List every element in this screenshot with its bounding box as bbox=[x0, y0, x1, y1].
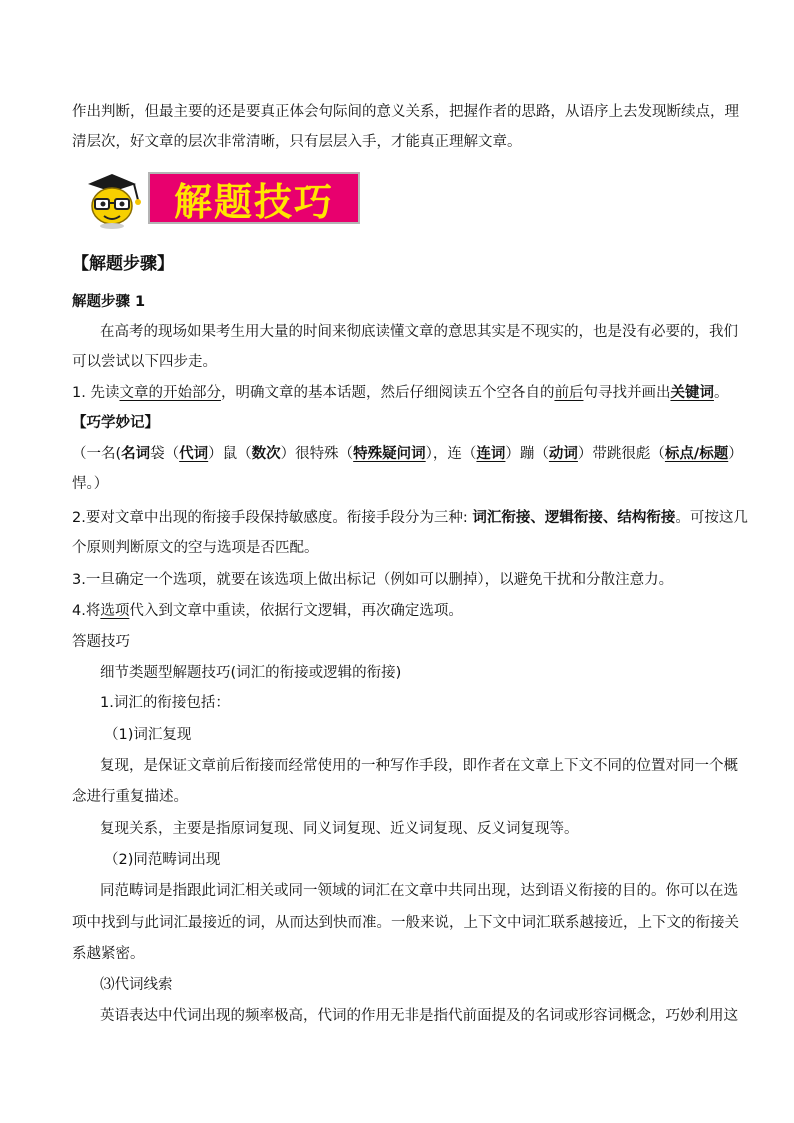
item1-text-a: 1. 先读 bbox=[72, 385, 120, 401]
item2-text-c: 。可按这几 bbox=[675, 510, 748, 526]
mnemonic-key-question-word: 特殊疑问词 bbox=[353, 446, 426, 462]
mnemonic-text: 袋（ bbox=[150, 446, 180, 462]
step1-item-2 bbox=[72, 508, 748, 528]
item1-underline-before-after: 前后 bbox=[554, 385, 584, 401]
mnemonic-line-2: 悍。） bbox=[72, 476, 109, 492]
mnemonic-text: ）很特殊（ bbox=[280, 446, 354, 462]
intro-line-2: 清层次，好文章的层次非常清晰，只有层层入手，才能真正理解文章。 bbox=[72, 134, 522, 150]
mnemonic-text: ） bbox=[728, 446, 743, 462]
item1-keyword: 关键词 bbox=[670, 385, 714, 401]
item1-text-g: 。 bbox=[713, 385, 729, 401]
mnemonic-key-conjunction: 连词 bbox=[476, 446, 506, 462]
section-2-line-2: 项中找到与此词汇最接近的词，从而达到快而准。一般来说，上下文中词汇联系越接近，上下文的衔接关 bbox=[72, 915, 739, 931]
section-1-line-1: 复现，是保证文章前后衔接而经常使用的一种写作手段，即作者在文章上下文不同的位置对同一个概 bbox=[100, 758, 738, 774]
mnemonic-line-1 bbox=[72, 444, 743, 464]
section-1-title: （1)词汇复现 bbox=[104, 727, 192, 743]
step1-item-4 bbox=[72, 601, 732, 621]
mnemonic-key-punctuation: 标点/标题 bbox=[664, 446, 729, 462]
item1-text-c: ，明确文章的基本话题，然后仔细阅读五个空各自的 bbox=[220, 385, 555, 401]
item4-text-a: 4.将 bbox=[72, 603, 101, 619]
mnemonic-text: （一名( bbox=[72, 446, 122, 462]
banner-box bbox=[148, 172, 360, 224]
banner-title: 解题技巧 bbox=[173, 178, 334, 224]
section-1-paragraph-2: 复现关系，主要是指原词复现、同义词复现、近义词复现、反义词复现等。 bbox=[100, 821, 579, 837]
step1-item-2-line-2: 个原则判断原文的空与选项是否匹配。 bbox=[72, 540, 319, 556]
mnemonic-key-pronoun: 代词 bbox=[179, 446, 209, 462]
mnemonic-text: ）带跳很彪（ bbox=[577, 446, 665, 462]
step1-item-3: 3.一旦确定一个选项，就要在该选项上做出标记（例如可以删掉），以避免干扰和分散注意力。 bbox=[72, 572, 674, 588]
item4-text-c: 代入到文章中重读，依据行文逻辑，再次确定选项。 bbox=[129, 603, 463, 619]
item1-underline-opening: 文章的开始部分 bbox=[119, 385, 221, 401]
step1-paragraph-line-2: 可以尝试以下四步走。 bbox=[72, 354, 217, 370]
section-2-line-1: 同范畴词是指跟此词汇相关或同一领域的词汇在文章中共同出现，达到语义衔接的目的。你可以在选 bbox=[100, 883, 738, 899]
tips-subheading: 细节类题型解题技巧(词汇的衔接或逻辑的衔接) bbox=[100, 665, 402, 681]
tips-banner bbox=[82, 166, 364, 230]
tips-heading: 答题技巧 bbox=[72, 634, 130, 650]
section-3-line-1: 英语表达中代词出现的频率极高，代词的作用无非是指代前面提及的名词或形容词概念，巧妙利用这 bbox=[100, 1008, 738, 1024]
item4-underline-option: 选项 bbox=[100, 603, 130, 619]
steps-heading: 【解题步骤】 bbox=[72, 254, 174, 274]
mnemonic-key-noun: 名词 bbox=[121, 446, 151, 462]
step1-item-1 bbox=[72, 383, 732, 403]
item2-cohesion-types: 词汇衔接、逻辑衔接、结构衔接 bbox=[472, 510, 676, 526]
mnemonic-key-verb: 动词 bbox=[548, 446, 578, 462]
mnemonic-text: ）蹦（ bbox=[505, 446, 549, 462]
section-1-line-2: 念进行重复描述。 bbox=[72, 789, 188, 805]
section-3-title: ⑶代词线索 bbox=[100, 977, 173, 993]
mnemonic-heading: 【巧学妙记】 bbox=[72, 415, 159, 431]
mnemonic-key-numeral: 数次 bbox=[251, 446, 281, 462]
mnemonic-text: ），连（ bbox=[425, 446, 477, 462]
item2-text-a: 2.要对文章中出现的衔接手段保持敏感度。衔接手段分为三种: bbox=[72, 510, 473, 526]
step1-paragraph-line-1: 在高考的现场如果考生用大量的时间来彻底读懂文章的意思其实是不现实的，也是没有必要的，我们 bbox=[100, 324, 738, 340]
section-2-line-3: 系越紧密。 bbox=[72, 946, 145, 962]
mnemonic-text: ）鼠（ bbox=[208, 446, 252, 462]
graduate-mascot-icon bbox=[82, 166, 150, 230]
tips-point-1: 1.词汇的衔接包括： bbox=[100, 695, 230, 711]
step1-title: 解题步骤 1 bbox=[72, 294, 146, 310]
section-2-title: （2)同范畴词出现 bbox=[104, 852, 221, 868]
intro-line-1: 作出判断，但最主要的还是要真正体会句际间的意义关系，把握作者的思路，从语序上去发现断续点，理 bbox=[72, 104, 739, 120]
item1-text-e: 句寻找并画出 bbox=[583, 385, 671, 401]
